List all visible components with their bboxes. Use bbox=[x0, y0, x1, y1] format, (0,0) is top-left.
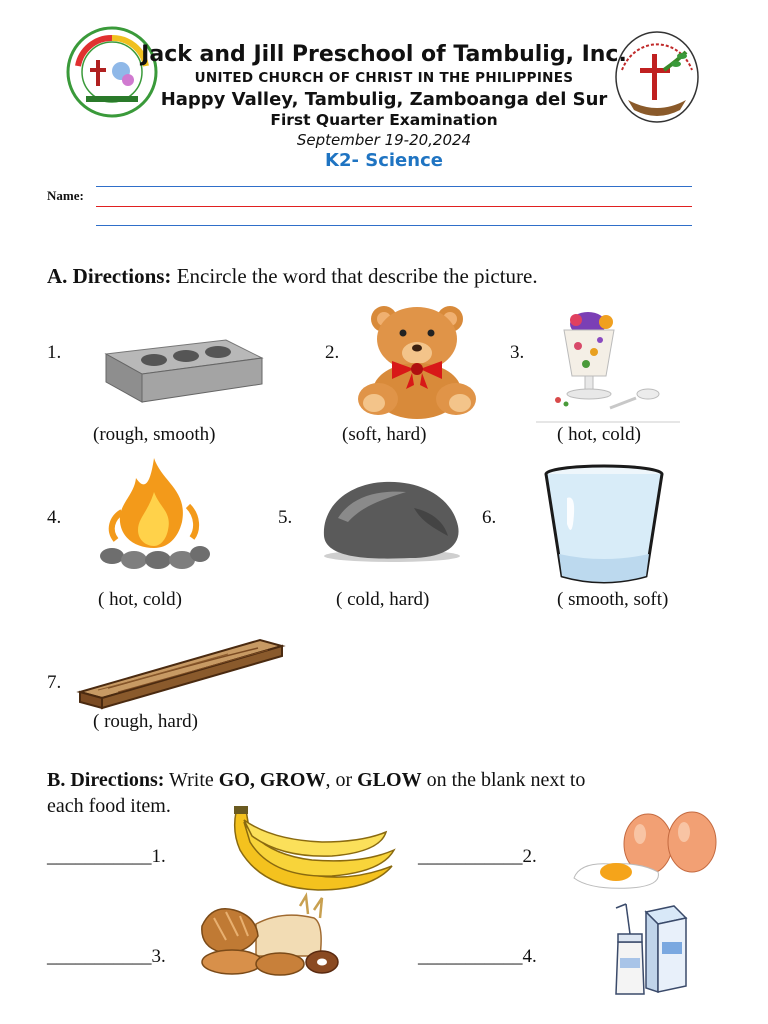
item-2-number: 2. bbox=[325, 342, 340, 363]
section-a-heading: Directions: bbox=[72, 264, 172, 288]
church-name: UNITED CHURCH OF CHRIST IN THE PHILIPPINES bbox=[194, 70, 574, 86]
school-address: Happy Valley, Tambulig, Zamboanga del Sur bbox=[160, 89, 608, 110]
section-b-bold-1: GO, GROW bbox=[218, 769, 326, 791]
section-b-bold-2: GLOW bbox=[357, 769, 422, 791]
item-7-number: 7. bbox=[47, 672, 62, 693]
food-3-blank[interactable]: ___________3. bbox=[47, 946, 166, 967]
halo-halo-icon bbox=[536, 306, 680, 422]
section-b-heading: B. Directions: bbox=[47, 769, 165, 791]
campfire-icon bbox=[98, 456, 210, 572]
name-label: Name: bbox=[47, 188, 84, 203]
item-6-number: 6. bbox=[482, 507, 497, 528]
item-7-choices[interactable]: ( rough, hard) bbox=[93, 711, 198, 732]
item-6-choices[interactable]: ( smooth, soft) bbox=[557, 589, 669, 610]
name-line-middle[interactable] bbox=[96, 206, 692, 207]
milk-icon bbox=[612, 902, 692, 996]
section-b-directions-line-2: each food item. bbox=[47, 795, 171, 817]
section-b-directions bbox=[47, 769, 585, 792]
teddy-bear-icon bbox=[348, 303, 486, 419]
item-5-number: 5. bbox=[278, 507, 293, 528]
school-name: Jack and Jill Preschool of Tambulig, Inc. bbox=[141, 42, 627, 67]
food-4-blank[interactable]: ___________4. bbox=[418, 946, 537, 967]
item-3-choices[interactable]: ( hot, cold) bbox=[557, 424, 641, 445]
subject-title: K2- Science bbox=[325, 150, 443, 171]
section-a-letter: A. bbox=[47, 264, 68, 288]
section-b-text-2: , or bbox=[325, 769, 358, 791]
name-line-top[interactable] bbox=[96, 186, 692, 187]
item-3-number: 3. bbox=[510, 342, 525, 363]
rock-icon bbox=[318, 478, 462, 564]
concrete-block-icon bbox=[96, 330, 266, 406]
banana-icon bbox=[222, 806, 398, 892]
section-b-text-3: on the blank next to bbox=[421, 769, 586, 791]
name-line-bottom[interactable] bbox=[96, 225, 692, 226]
food-1-blank[interactable]: ___________1. bbox=[47, 846, 166, 867]
item-4-choices[interactable]: ( hot, cold) bbox=[98, 589, 182, 610]
food-2-blank[interactable]: ___________2. bbox=[418, 846, 537, 867]
section-a-directions bbox=[47, 264, 538, 289]
item-1-number: 1. bbox=[47, 342, 62, 363]
item-5-choices[interactable]: ( cold, hard) bbox=[336, 589, 430, 610]
exam-date: September 19-20,2024 bbox=[296, 131, 472, 149]
wood-plank-icon bbox=[78, 638, 284, 712]
item-4-number: 4. bbox=[47, 507, 62, 528]
bread-icon bbox=[196, 896, 342, 978]
section-b-text-1: Write bbox=[164, 769, 219, 791]
glass-icon bbox=[543, 464, 665, 588]
exam-title: First Quarter Examination bbox=[270, 111, 498, 129]
eggs-icon bbox=[570, 806, 720, 890]
item-2-choices[interactable]: (soft, hard) bbox=[342, 424, 427, 445]
item-1-choices[interactable]: (rough, smooth) bbox=[93, 424, 216, 445]
section-a-text: Encircle the word that describe the picture. bbox=[176, 264, 538, 288]
